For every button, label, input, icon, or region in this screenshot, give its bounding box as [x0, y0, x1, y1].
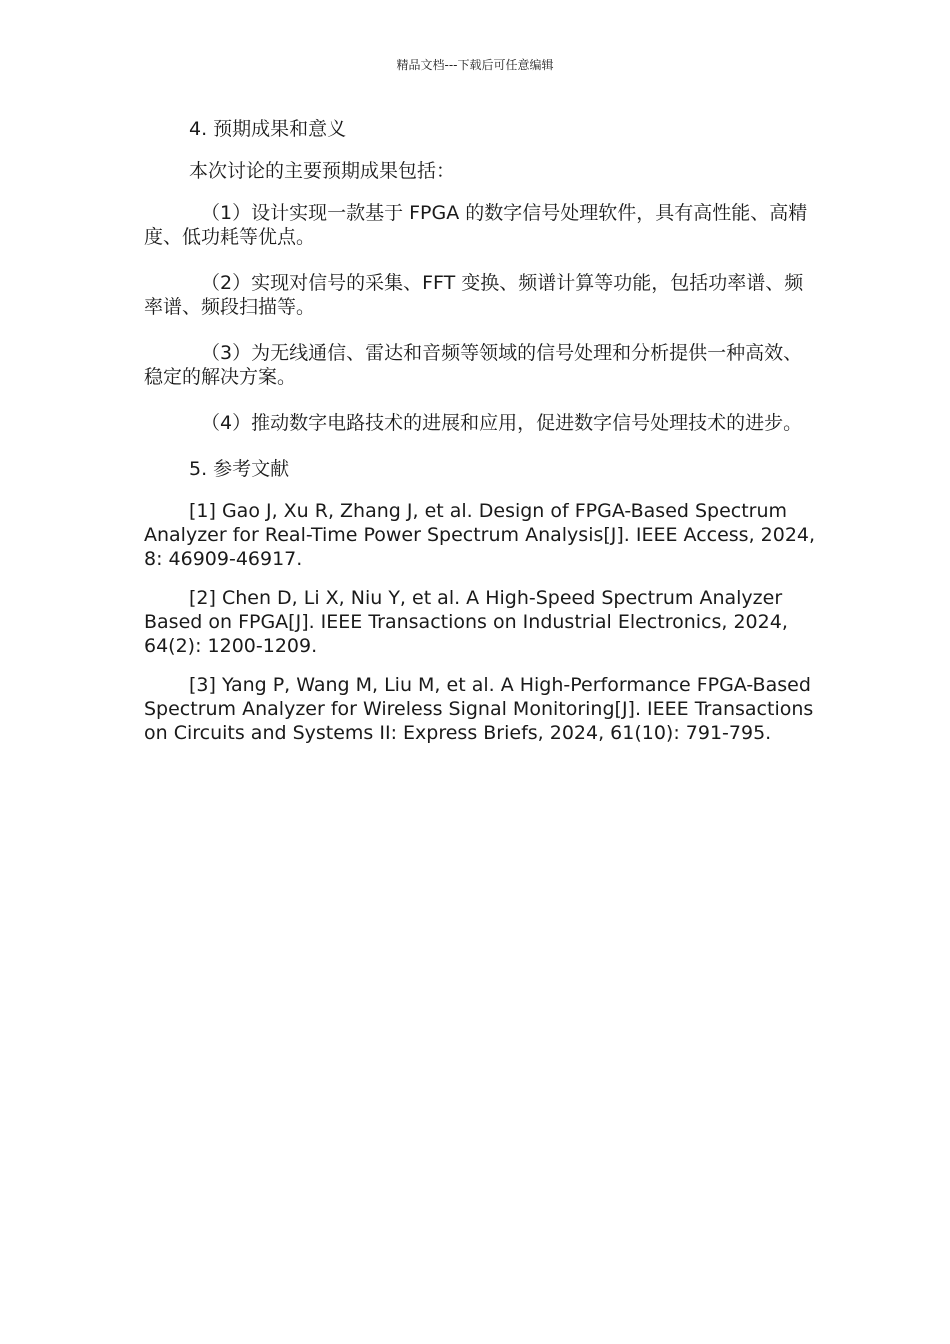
reference-2: [2] Chen D, Li X, Niu Y, et al. A High-Speed Spectrum Analyzer Based on FPGA[J]. IEEE Transactions on Industrial Electronics, 2024, 64(2): 1200-1209. — [144, 587, 788, 657]
outcome-item-1: （1）设计实现一款基于 FPGA 的数字信号处理软件，具有高性能、高精度、低功耗等优点。 — [144, 202, 808, 248]
section-5-title: 5. 参考文献 — [189, 458, 290, 480]
outcome-item-4: （4）推动数字电路技术的进展和应用，促进数字信号处理技术的进步。 — [201, 412, 803, 434]
section-4-intro: 本次讨论的主要预期成果包括： — [189, 160, 456, 182]
section-4-title: 4. 预期成果和意义 — [189, 118, 347, 140]
page-header: 精品文档---下载后可任意编辑 — [396, 58, 554, 72]
document-body — [144, 117, 816, 760]
reference-1: [1] Gao J, Xu R, Zhang J, et al. Design of FPGA-Based Spectrum Analyzer for Real-Time Power Spectrum Analysis[J]. IEEE Access, 2024, 8: 46909-46917. — [144, 500, 816, 570]
reference-3: [3] Yang P, Wang M, Liu M, et al. A High-Performance FPGA-Based Spectrum Analyzer for Wireless Signal Monitoring[J]. IEEE Transactions on Circuits and Systems II: Express Briefs, 2024, 61(10): 791-795. — [144, 674, 814, 744]
outcome-item-3: （3）为无线通信、雷达和音频等领域的信号处理和分析提供一种高效、稳定的解决方案。 — [144, 342, 803, 388]
outcome-item-2: （2）实现对信号的采集、FFT 变换、频谱计算等功能，包括功率谱、频率谱、频段扫描等。 — [144, 272, 804, 318]
